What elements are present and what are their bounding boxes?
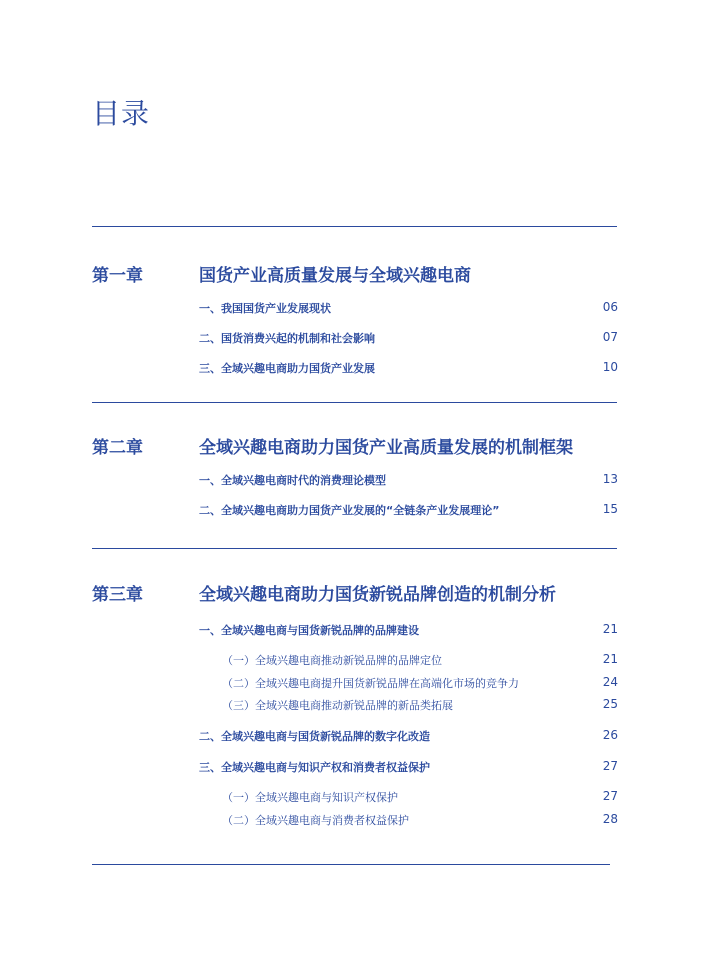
toc-entry-text: 二、国货消费兴起的机制和社会影响: [199, 332, 375, 345]
divider: [92, 548, 617, 549]
divider: [92, 226, 617, 227]
toc-entry-text: （一）全域兴趣电商推动新锐品牌的品牌定位: [222, 654, 442, 667]
toc-entry-page: 07: [602, 330, 618, 344]
chapter-3-title[interactable]: 全域兴趣电商助力国货新锐品牌创造的机制分析: [199, 585, 556, 605]
toc-entry-page: 28: [602, 812, 618, 826]
toc-subentry[interactable]: [0, 789, 710, 807]
toc-subentry[interactable]: [0, 675, 710, 693]
chapter-3-label: 第三章: [92, 585, 143, 605]
toc-entry-page: 27: [602, 759, 618, 773]
toc-entry-page: 27: [602, 789, 618, 803]
toc-entry[interactable]: [0, 360, 710, 378]
toc-entry-page: 26: [602, 728, 618, 742]
toc-entry-page: 25: [602, 697, 618, 711]
toc-entry-text: （三）全域兴趣电商推动新锐品牌的新品类拓展: [222, 699, 453, 712]
toc-entry-text: （一）全域兴趣电商与知识产权保护: [222, 791, 398, 804]
page-title: 目录: [92, 97, 151, 130]
chapter-2-label: 第二章: [92, 438, 143, 458]
toc-entry-text: 一、全域兴趣电商时代的消费理论模型: [199, 474, 386, 487]
chapter-2-title[interactable]: 全域兴趣电商助力国货产业高质量发展的机制框架: [199, 438, 573, 458]
divider: [92, 864, 610, 865]
toc-entry-text: （二）全域兴趣电商提升国货新锐品牌在高端化市场的竞争力: [222, 677, 519, 690]
toc-entry[interactable]: [0, 300, 710, 318]
toc-entry-page: 21: [602, 652, 618, 666]
toc-entry-page: 13: [602, 472, 618, 486]
divider: [92, 402, 617, 403]
toc-entry[interactable]: [0, 472, 710, 490]
toc-entry-page: 24: [602, 675, 618, 689]
toc-entry[interactable]: [0, 502, 710, 520]
chapter-1-title[interactable]: 国货产业高质量发展与全域兴趣电商: [199, 266, 471, 286]
toc-entry-page: 21: [602, 622, 618, 636]
toc-entry-page: 15: [602, 502, 618, 516]
toc-subentry[interactable]: [0, 697, 710, 715]
toc-entry-text: 三、全域兴趣电商与知识产权和消费者权益保护: [199, 761, 430, 774]
toc-entry[interactable]: [0, 330, 710, 348]
toc-subentry[interactable]: [0, 652, 710, 670]
toc-entry-page: 10: [602, 360, 618, 374]
toc-entry-text: 一、我国国货产业发展现状: [199, 302, 331, 315]
toc-entry[interactable]: [0, 759, 710, 777]
toc-subentry[interactable]: [0, 812, 710, 830]
toc-entry-text: （二）全域兴趣电商与消费者权益保护: [222, 814, 409, 827]
toc-entry[interactable]: [0, 622, 710, 640]
chapter-1-label: 第一章: [92, 266, 143, 286]
toc-entry[interactable]: [0, 728, 710, 746]
toc-entry-text: 二、全域兴趣电商与国货新锐品牌的数字化改造: [199, 730, 430, 743]
toc-entry-page: 06: [602, 300, 618, 314]
toc-entry-text: 三、全域兴趣电商助力国货产业发展: [199, 362, 375, 375]
toc-entry-text: 二、全域兴趣电商助力国货产业发展的“全链条产业发展理论”: [199, 504, 500, 517]
toc-entry-text: 一、全域兴趣电商与国货新锐品牌的品牌建设: [199, 624, 419, 637]
